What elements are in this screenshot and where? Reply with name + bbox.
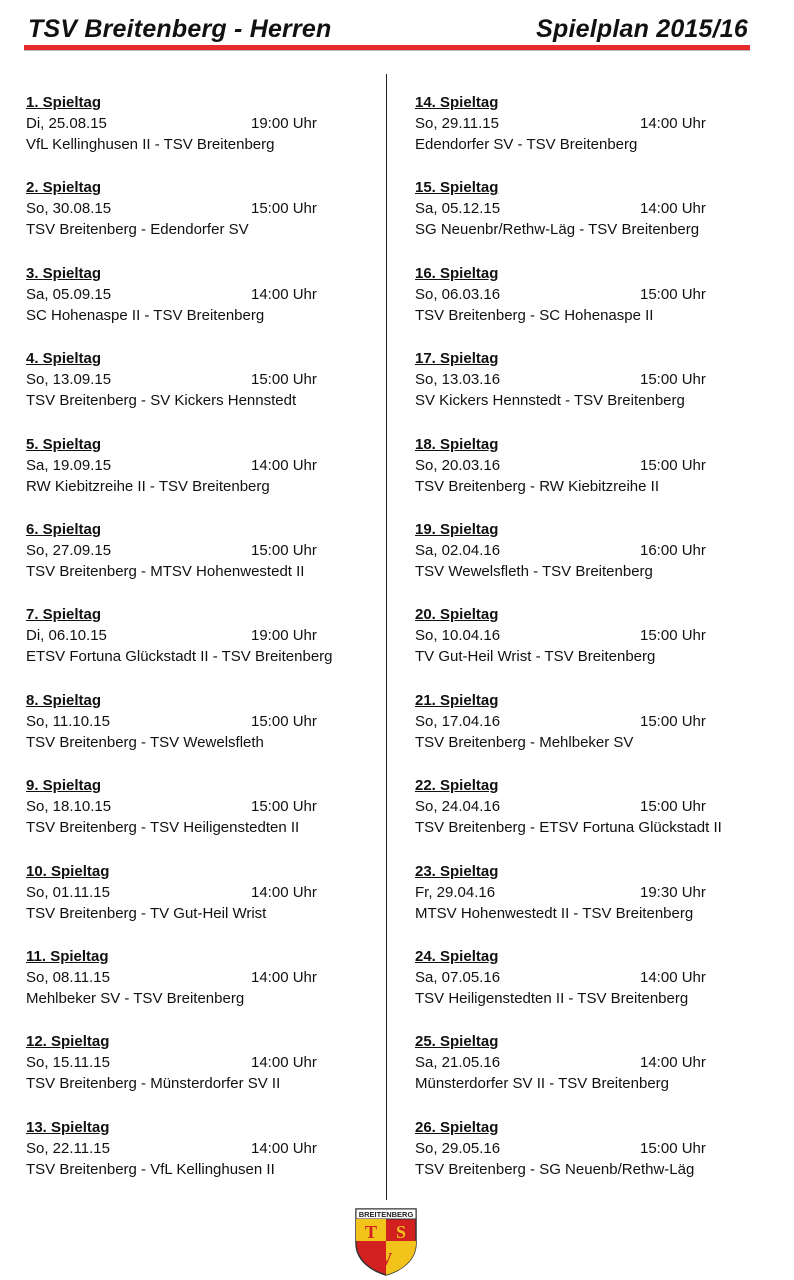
match-date: Sa, 05.09.15 — [26, 285, 112, 303]
match-teams: TSV Breitenberg - SG Neuenb/Rethw-Läg — [415, 1160, 695, 1178]
match-time: 15:00 Uhr — [251, 371, 317, 389]
match-teams: TV Gut-Heil Wrist - TSV Breitenberg — [415, 648, 656, 666]
matchday-title: 16. Spieltag — [415, 264, 499, 282]
match-entry — [415, 1117, 755, 1202]
match-date: So, 24.04.16 — [415, 798, 501, 816]
match-teams: TSV Breitenberg - Münsterdorfer SV II — [26, 1075, 281, 1093]
match-teams: TSV Breitenberg - TSV Wewelsfleth — [26, 733, 264, 751]
match-date: Fr, 29.04.16 — [415, 883, 496, 901]
matchday-title: 6. Spieltag — [26, 520, 102, 538]
match-date: So, 17.04.16 — [415, 712, 501, 730]
club-crest-logo — [350, 1205, 422, 1277]
match-entry — [415, 1031, 755, 1116]
match-teams: TSV Breitenberg - SC Hohenaspe II — [415, 306, 654, 324]
match-teams: Münsterdorfer SV II - TSV Breitenberg — [415, 1075, 669, 1093]
match-date: Sa, 19.09.15 — [26, 456, 112, 474]
match-date: So, 22.11.15 — [26, 1139, 110, 1157]
match-datetime — [415, 711, 755, 732]
match-time: 14:00 Uhr — [251, 968, 317, 986]
match-entry — [415, 861, 755, 946]
season-title: Spielplan 2015/16 — [536, 15, 748, 43]
match-date: So, 20.03.16 — [415, 456, 501, 474]
matchday-title: 3. Spieltag — [26, 264, 102, 282]
matchday-title: 13. Spieltag — [26, 1118, 110, 1136]
match-time: 19:30 Uhr — [640, 883, 706, 901]
match-time: 14:00 Uhr — [251, 883, 317, 901]
match-time: 14:00 Uhr — [640, 200, 706, 218]
match-date: So, 01.11.15 — [26, 883, 110, 901]
matchday-title: 2. Spieltag — [26, 179, 102, 197]
match-datetime — [26, 711, 366, 732]
match-entry — [415, 434, 755, 519]
match-teams: TSV Breitenberg - Edendorfer SV — [26, 221, 249, 239]
match-time: 15:00 Uhr — [251, 798, 317, 816]
matchday-title: 9. Spieltag — [26, 777, 102, 795]
match-datetime — [415, 455, 755, 476]
match-teams: RW Kiebitzreihe II - TSV Breitenberg — [26, 477, 270, 495]
match-datetime — [26, 198, 366, 219]
match-teams: VfL Kellinghusen II - TSV Breitenberg — [26, 136, 275, 153]
match-entry — [415, 177, 755, 262]
match-time: 15:00 Uhr — [640, 798, 706, 816]
match-time: 15:00 Uhr — [251, 541, 317, 559]
match-entry — [415, 92, 755, 177]
match-datetime — [415, 198, 755, 219]
matchday-title: 11. Spieltag — [26, 947, 109, 965]
match-datetime — [415, 1138, 755, 1159]
match-teams: TSV Breitenberg - MTSV Hohenwestedt II — [26, 562, 305, 580]
matchday-title: 21. Spieltag — [415, 691, 499, 709]
crest-letter-v: V — [379, 1249, 393, 1269]
match-teams: TSV Breitenberg - VfL Kellinghusen II — [26, 1160, 275, 1178]
match-time: 15:00 Uhr — [640, 627, 706, 645]
match-teams: SV Kickers Hennstedt - TSV Breitenberg — [415, 392, 685, 410]
match-entry — [26, 92, 366, 177]
match-time: 14:00 Uhr — [251, 456, 317, 474]
match-entry — [26, 861, 366, 946]
match-time: 15:00 Uhr — [640, 285, 706, 303]
match-date: So, 13.09.15 — [26, 371, 112, 389]
match-datetime — [415, 369, 755, 390]
match-date: So, 06.03.16 — [415, 285, 501, 303]
match-datetime — [26, 967, 366, 988]
page-header — [28, 8, 748, 44]
match-entry — [26, 177, 366, 262]
match-entry — [415, 690, 755, 775]
match-datetime — [26, 540, 366, 561]
match-date: So, 18.10.15 — [26, 798, 112, 816]
match-entry — [26, 604, 366, 689]
match-time: 15:00 Uhr — [640, 712, 706, 730]
match-time: 14:00 Uhr — [251, 1139, 317, 1157]
match-datetime — [415, 967, 755, 988]
match-date: So, 15.11.15 — [26, 1054, 110, 1072]
match-datetime — [26, 369, 366, 390]
match-date: Sa, 02.04.16 — [415, 541, 501, 559]
match-datetime — [26, 1138, 366, 1159]
match-datetime — [415, 882, 755, 903]
match-teams: TSV Breitenberg - RW Kiebitzreihe II — [415, 477, 659, 495]
match-datetime — [415, 1052, 755, 1073]
crest-letter-t: T — [364, 1222, 378, 1242]
match-time: 15:00 Uhr — [640, 371, 706, 389]
match-entry — [26, 775, 366, 860]
match-datetime — [415, 284, 755, 305]
page-title: TSV Breitenberg - Herren — [28, 15, 332, 43]
match-teams: TSV Heiligenstedten II - TSV Breitenberg — [415, 989, 689, 1007]
match-time: 15:00 Uhr — [251, 712, 317, 730]
matchday-title: 24. Spieltag — [415, 947, 499, 965]
match-datetime — [26, 625, 366, 646]
matchday-title: 7. Spieltag — [26, 606, 102, 624]
match-teams: Edendorfer SV - TSV Breitenberg — [415, 136, 638, 153]
matchday-title: 22. Spieltag — [415, 777, 499, 795]
match-teams: Mehlbeker SV - TSV Breitenberg — [26, 989, 245, 1007]
match-entry — [26, 690, 366, 775]
match-time: 15:00 Uhr — [640, 456, 706, 474]
match-date: Di, 06.10.15 — [26, 627, 107, 645]
match-entry — [415, 946, 755, 1031]
match-datetime — [415, 625, 755, 646]
matchday-title: 23. Spieltag — [415, 862, 499, 880]
matchday-title: 4. Spieltag — [26, 350, 102, 368]
match-date: Sa, 05.12.15 — [415, 200, 501, 218]
match-datetime — [415, 540, 755, 561]
match-time: 15:00 Uhr — [640, 1139, 706, 1157]
matchday-title: 19. Spieltag — [415, 520, 499, 538]
matchday-title: 12. Spieltag — [26, 1033, 110, 1051]
match-entry — [26, 263, 366, 348]
match-entry — [26, 434, 366, 519]
match-date: Di, 25.08.15 — [26, 115, 107, 132]
match-entry — [26, 1031, 366, 1116]
match-time: 14:00 Uhr — [640, 115, 706, 132]
match-date: So, 27.09.15 — [26, 541, 112, 559]
match-entry — [415, 604, 755, 689]
right-match-column — [415, 92, 755, 1202]
match-date: So, 08.11.15 — [26, 968, 110, 986]
matchday-title: 25. Spieltag — [415, 1033, 499, 1051]
match-entry — [415, 348, 755, 433]
match-time: 14:00 Uhr — [640, 1054, 706, 1072]
matchday-title: 18. Spieltag — [415, 435, 499, 453]
match-entry — [26, 519, 366, 604]
matchday-title: 26. Spieltag — [415, 1118, 499, 1136]
left-match-column — [26, 92, 366, 1202]
matchday-title: 1. Spieltag — [26, 94, 102, 111]
match-teams: SG Neuenbr/Rethw-Läg - TSV Breitenberg — [415, 221, 700, 239]
match-teams: TSV Breitenberg - SV Kickers Hennstedt — [26, 392, 297, 410]
match-teams: TSV Breitenberg - TSV Heiligenstedten II — [26, 819, 300, 837]
match-date: So, 30.08.15 — [26, 200, 112, 218]
matchday-title: 14. Spieltag — [415, 94, 499, 111]
matchday-title: 5. Spieltag — [26, 435, 102, 453]
match-teams: SC Hohenaspe II - TSV Breitenberg — [26, 306, 265, 324]
match-teams: ETSV Fortuna Glückstadt II - TSV Breitenberg — [26, 648, 333, 666]
match-datetime — [26, 455, 366, 476]
matchday-title: 15. Spieltag — [415, 179, 499, 197]
match-datetime — [26, 796, 366, 817]
match-date: So, 13.03.16 — [415, 371, 501, 389]
match-entry — [26, 348, 366, 433]
crest-banner-text: BREITENBERG — [358, 1210, 414, 1219]
match-date: So, 11.10.15 — [26, 712, 110, 730]
match-teams: TSV Breitenberg - ETSV Fortuna Glückstadt II — [415, 819, 722, 837]
match-datetime — [26, 1052, 366, 1073]
match-date: Sa, 07.05.16 — [415, 968, 501, 986]
crest-letter-s: S — [395, 1222, 407, 1242]
match-teams: TSV Breitenberg - Mehlbeker SV — [415, 733, 634, 751]
match-time: 19:00 Uhr — [251, 115, 317, 132]
match-date: So, 10.04.16 — [415, 627, 501, 645]
match-time: 14:00 Uhr — [251, 285, 317, 303]
match-entry — [415, 775, 755, 860]
match-datetime — [26, 882, 366, 903]
match-time: 16:00 Uhr — [640, 541, 706, 559]
column-divider — [386, 74, 387, 1200]
match-time: 19:00 Uhr — [251, 627, 317, 645]
header-rule — [24, 45, 750, 51]
match-date: So, 29.11.15 — [415, 115, 499, 132]
match-teams: TSV Wewelsfleth - TSV Breitenberg — [415, 562, 653, 580]
match-time: 14:00 Uhr — [640, 968, 706, 986]
match-time: 14:00 Uhr — [251, 1054, 317, 1072]
matchday-title: 8. Spieltag — [26, 691, 102, 709]
match-date: Sa, 21.05.16 — [415, 1054, 501, 1072]
match-date: So, 29.05.16 — [415, 1139, 501, 1157]
match-entry — [415, 519, 755, 604]
match-datetime — [415, 113, 755, 134]
match-teams: MTSV Hohenwestedt II - TSV Breitenberg — [415, 904, 694, 922]
match-teams: TSV Breitenberg - TV Gut-Heil Wrist — [26, 904, 267, 922]
matchday-title: 20. Spieltag — [415, 606, 499, 624]
matchday-title: 17. Spieltag — [415, 350, 499, 368]
match-entry — [26, 946, 366, 1031]
matchday-title: 10. Spieltag — [26, 862, 110, 880]
match-datetime — [26, 284, 366, 305]
match-entry — [26, 1117, 366, 1202]
match-time: 15:00 Uhr — [251, 200, 317, 218]
match-entry — [415, 263, 755, 348]
match-datetime — [415, 796, 755, 817]
match-datetime — [26, 113, 366, 134]
